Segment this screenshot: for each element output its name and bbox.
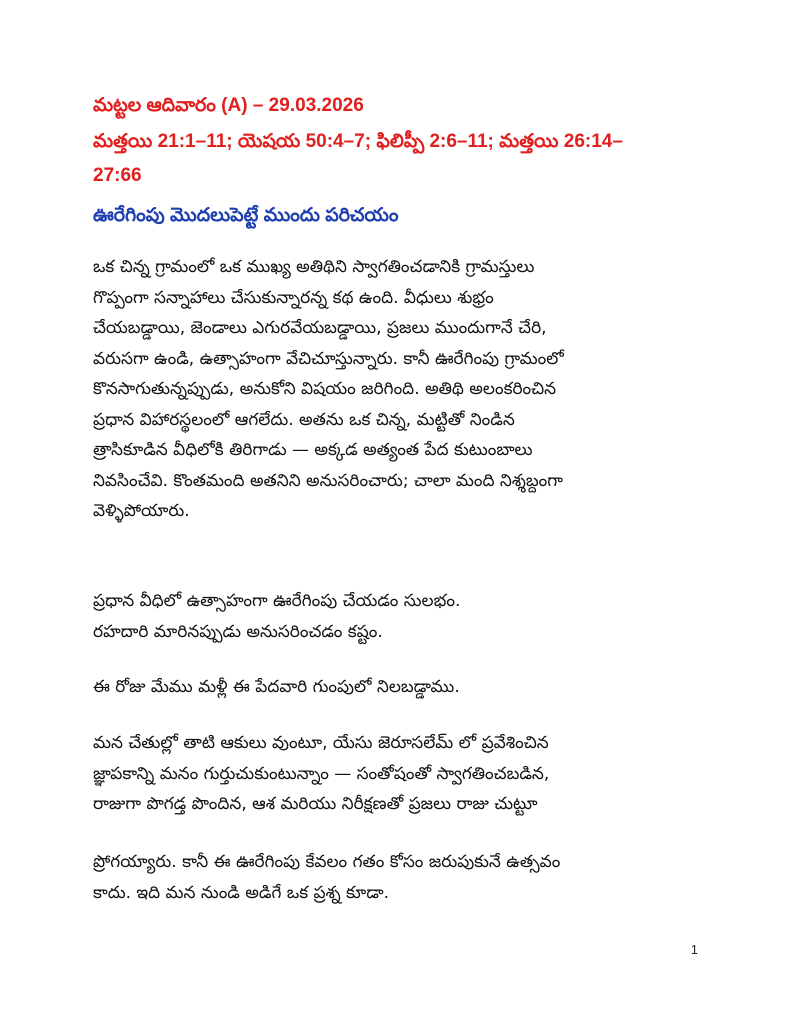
section-heading: ఊరేగింపు మొదలుపెట్టే ముందు పరిచయం [93,205,399,226]
paragraph-line: జ్ఞాపకాన్ని మనం గుర్తుచుకుంటున్నాం — సంతోషంతో స్వాగతించబడిన, [93,763,550,784]
paragraph-line: వెళ్ళిపోయారు. [93,501,190,521]
paragraph-today [93,672,713,703]
document-title: మట్టల ఆదివారం (A) – 29.03.2026 [93,95,364,116]
paragraph-line: మన చేతుల్లో తాటి ఆకులు వుంటూ, యేసు జెరూసలేమ్ లో ప్రవేశించిన [93,733,549,753]
paragraph-line: రహదారి మారినప్పుడు అనుసరించడం కష్టం. [93,621,383,642]
page-number: 1 [690,942,698,957]
paragraph-line: వరుసగా ఉండి, ఉత్సాహంగా వేచిచూస్తున్నారు. కానీ ఊరేగింపు గ్రామంలో [93,348,564,369]
paragraph-line: గొప్పంగా సన్నాహాలు చేసుకున్నారన్న కథ ఉంది. వీధులు శుభ్రం [93,287,494,308]
paragraph-line: ఈ రోజు మేము మళ్లీ ఈ పేదవారి గుంపులో నిలబడ్డాము. [93,677,460,697]
paragraph-palm-leaves [93,728,713,820]
readings-line-1: మత్తయి 21:1–11; యెషయ 50:4–7; ఫిలిప్పీ 2:6–11; మత్తయి 26:14– [93,131,623,152]
paragraph-line: ప్రధాన విహారస్థలంలో ఆగలేదు. అతను ఒక చిన్న, మట్టితో నిండిన [93,409,515,430]
paragraph-line: ఒక చిన్న గ్రామంలో ఒక ముఖ్య అతిథిని స్వాగతించడానికి గ్రామస్తులు [93,257,535,277]
paragraph-line: చేయబడ్డాయి, జెండాలు ఎగురవేయబడ్డాయి, ప్రజలు ముందుగానే చేరి, [93,318,547,338]
paragraph-contrast [93,586,713,647]
readings-line-2: 27:66 [93,165,142,186]
paragraph-line: ప్రధాన వీధిలో ఉత్సాహంగా ఊరేగింపు చేయడం సులభం. [93,591,461,611]
paragraph-line: రాజుగా పొగడ్త పొందిన, ఆశ మరియు నిరీక్షణతో ప్రజలు రాజు చుట్టూ [93,794,538,814]
paragraph-line: కొనసాగుతున్నప్పుడు, అనుకోని విషయం జరిగింది. అతిథి అలంకరించిన [93,379,557,399]
paragraph-line: నివసించేవి. కొంతమంది అతనిని అనుసరించారు; చాలా మంది నిశ్శబ్దంగా [93,470,563,491]
paragraph-line: కాదు. ఇది మన నుండి అడిగే ఒక ప్రశ్న కూడా. [93,882,390,903]
paragraph-line: త్రాసికూడిన వీధిలోకి తిరిగాడు — అక్కడ అత్యంత పేద కుటుంబాలు [93,440,533,460]
paragraph-question [93,847,713,908]
paragraph-line: ప్రోగయ్యారు. కానీ ఈ ఊరేగింపు కేవలం గతం కోసం జరుపుకునే ఉత్సవం [93,852,561,872]
paragraph-story [93,252,713,527]
